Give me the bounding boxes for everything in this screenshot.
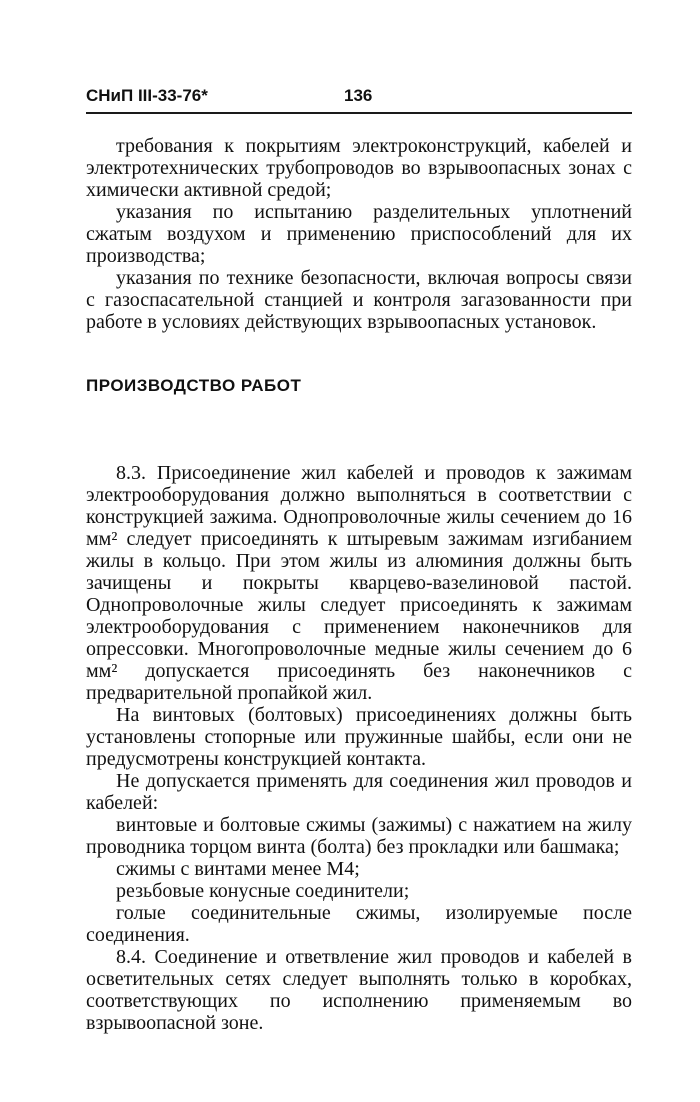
list-item: сжимы с винтами менее М4; bbox=[116, 858, 360, 880]
list-item: резьбовые конусные соединители; bbox=[116, 880, 410, 902]
intro-list bbox=[86, 135, 632, 333]
list-item: винтовые и болтовые сжимы (зажимы) с нажатием на жилу проводника торцом винта (болта) без прокладки или башмака; bbox=[86, 814, 632, 858]
section-heading: ПРОИЗВОДСТВО РАБОТ bbox=[86, 376, 302, 395]
paragraph: На винтовых (болтовых) присоединениях должны быть установлены стопорные или пружинные шайбы, если они не предусмотрены конструкцией контакта. bbox=[86, 704, 632, 770]
clause-8-3 bbox=[86, 462, 632, 704]
intro-item: указания по испытанию разделительных уплотнений сжатым воздухом и применению приспособлений для их производства; bbox=[86, 201, 632, 267]
document-page bbox=[86, 80, 633, 1034]
clause-number: 8.4. bbox=[116, 946, 146, 968]
running-header bbox=[86, 80, 632, 108]
clause-text: Присоединение жил кабелей и проводов к зажимам электрооборудования должно выполняться в соответствии с конструкцией зажима. Однопроволочные жилы сечением до 16 мм² следует присоединять к штыревым зажимам изгибанием жилы в кольцо. При этом жилы из алюминия должны быть зачищены и покрыты кварцево-вазелиновой пастой. Однопроволочные жилы следует присоединять к зажимам электрооборудования с применением наконечников для опрессовки. Многопроволочные медные жилы сечением до 6 мм² допускается присоединять без наконечников с предварительной пропайкой жил. bbox=[86, 462, 633, 704]
intro-item: указания по технике безопасности, включая вопросы связи с газоспасательной станцией и контроля загазованности при работе в условиях действующих взрывоопасных установок. bbox=[86, 267, 632, 333]
section-body bbox=[86, 462, 632, 1034]
header-rule bbox=[86, 112, 632, 114]
clause-text: Соединение и ответвление жил проводов и кабелей в осветительных сетях следует выполнять только в коробках, соответствующих по исполнению применяемым во взрывоопасной зоне. bbox=[86, 946, 633, 1034]
paragraph: Не допускается применять для соединения жил проводов и кабелей: bbox=[86, 770, 632, 814]
clause-8-4 bbox=[86, 946, 632, 1034]
list-item: голые соединительные сжимы, изолируемые после соединения. bbox=[86, 902, 632, 946]
intro-item: требования к покрытиям электроконструкций, кабелей и электротехнических трубопроводов во взрывоопасных зонах с химически активной средой; bbox=[86, 135, 632, 201]
clause-number: 8.3. bbox=[116, 462, 146, 484]
document-code: СНиП III-33-76* bbox=[86, 86, 208, 105]
page-number: 136 bbox=[344, 86, 373, 105]
